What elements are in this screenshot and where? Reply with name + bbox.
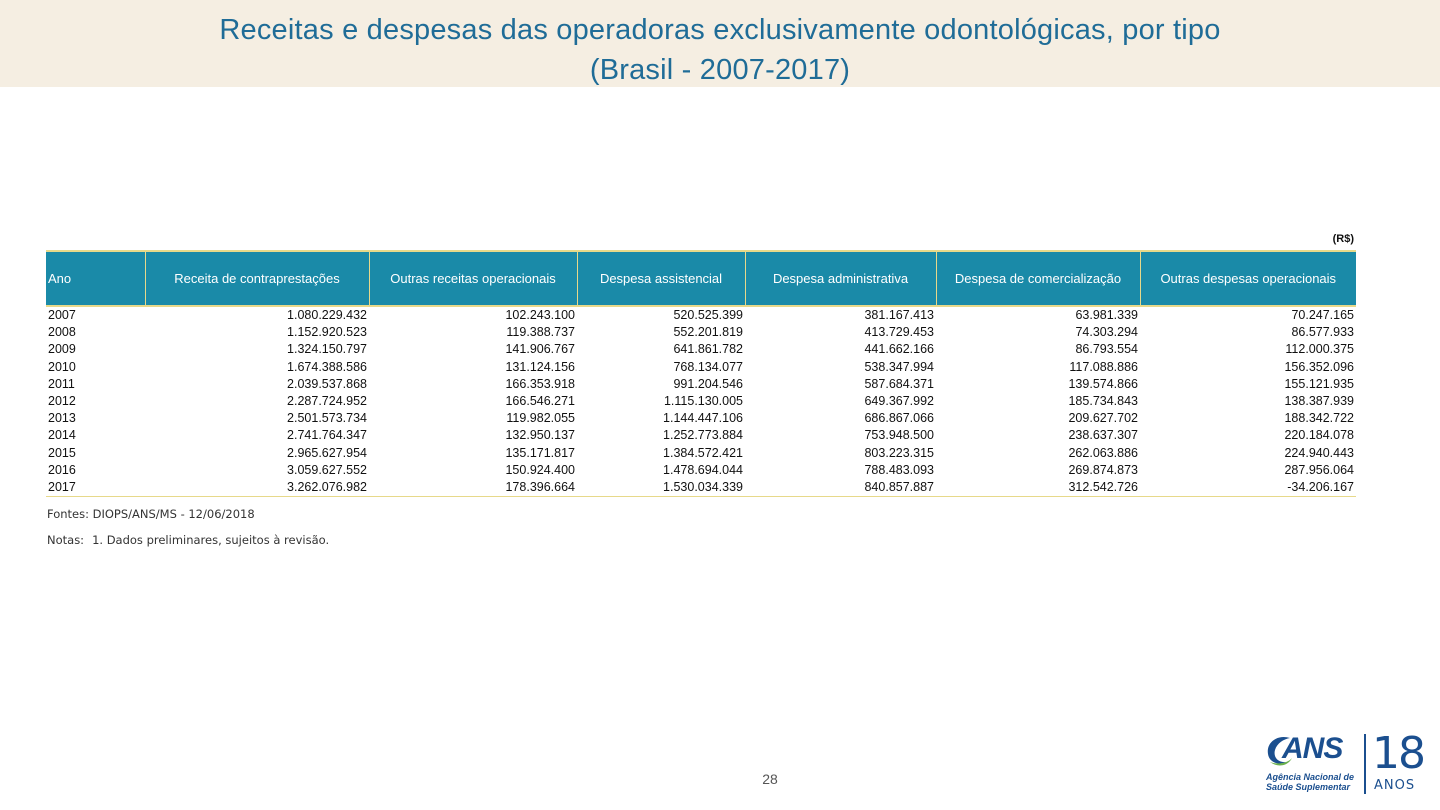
table-cell-value: 102.243.100	[505, 308, 575, 322]
table-cell-value: 538.347.994	[864, 359, 934, 374]
anniversary-number: 18	[1372, 728, 1424, 779]
notes	[47, 533, 329, 547]
table-cell-value: 2.501.573.734	[287, 411, 367, 426]
table-cell-value: 132.950.137	[505, 428, 575, 443]
table-cell-value: 2.741.764.347	[287, 428, 367, 443]
table-row	[46, 341, 1356, 358]
table-cell-value: 2.039.537.868	[287, 376, 367, 391]
unit-label: (R$)	[1332, 233, 1354, 245]
table-cell-value: 119.982.055	[506, 411, 575, 426]
column-header-outras-despesas[interactable]: Outras despesas operacionais	[1140, 251, 1356, 306]
table-cell-value: 1.080.229.432	[287, 308, 367, 322]
logo-divider	[1364, 734, 1366, 794]
table-cell-year: 2007	[48, 308, 76, 322]
source-note: Fontes: DIOPS/ANS/MS - 12/06/2018	[47, 507, 255, 521]
table-cell-value: 649.367.992	[864, 394, 934, 409]
ans-logo	[1264, 730, 1434, 796]
table-row	[46, 393, 1356, 410]
table-row	[46, 462, 1356, 479]
table-cell-value: 1.384.572.421	[663, 445, 743, 460]
table-cell-value: 1.152.920.523	[287, 325, 367, 340]
table-cell-value: 166.353.918	[505, 376, 575, 391]
table-cell-value: 188.342.722	[1284, 411, 1354, 426]
table-cell-value: 86.577.933	[1291, 325, 1354, 340]
data-table	[46, 250, 1356, 497]
table-cell-value: 74.303.294	[1075, 325, 1138, 340]
table-cell-value: 803.223.315	[864, 445, 934, 460]
table-cell-value: 991.204.546	[673, 376, 743, 391]
table-cell-year: 2013	[48, 411, 76, 426]
table-row	[46, 306, 1356, 324]
table-row	[46, 324, 1356, 341]
table-cell-year: 2010	[48, 359, 76, 374]
table-cell-value: 441.662.166	[864, 342, 934, 357]
table-cell-value: 287.956.064	[1284, 462, 1354, 477]
table-row	[46, 376, 1356, 393]
table-cell-value: 1.324.150.797	[287, 342, 367, 357]
table-row	[46, 427, 1356, 444]
table-cell-value: 139.574.866	[1068, 376, 1138, 391]
table-cell-value: 86.793.554	[1075, 342, 1138, 357]
ans-logo-subtitle-line-1: Agência Nacional de	[1266, 772, 1355, 782]
column-header-ano[interactable]: Ano	[46, 251, 145, 306]
table-cell-value: 63.981.339	[1075, 308, 1138, 322]
table-cell-value: 150.924.400	[505, 462, 575, 477]
table-cell-year: 2014	[48, 428, 76, 443]
table-cell-value: 224.940.443	[1284, 445, 1354, 460]
table-cell-value: 552.201.819	[673, 325, 743, 340]
table-cell-value: 1.144.447.106	[663, 411, 743, 426]
table-cell-value: 788.483.093	[864, 462, 934, 477]
table-cell-value: 70.247.165	[1291, 308, 1354, 322]
table-cell-value: 1.252.773.884	[663, 428, 743, 443]
table-cell-value: 156.352.096	[1284, 359, 1354, 374]
table-cell-value: 117.088.886	[1069, 359, 1138, 374]
table-row	[46, 410, 1356, 427]
table-cell-value: 262.063.886	[1068, 445, 1138, 460]
table-cell-value: 220.184.078	[1284, 428, 1354, 443]
table-cell-value: 238.637.307	[1068, 428, 1138, 443]
table-cell-value: 131.124.156	[505, 359, 575, 374]
table-row	[46, 359, 1356, 376]
table-cell-value: 141.906.767	[505, 342, 575, 357]
data-table-container	[46, 250, 1356, 497]
column-header-despesa-comercializacao[interactable]: Despesa de comercialização	[936, 251, 1140, 306]
notes-label: Notas:	[47, 533, 85, 547]
table-cell-value: 3.262.076.982	[145, 479, 369, 497]
table-cell-value: 312.542.726	[936, 479, 1140, 497]
table-cell-value: 768.134.077	[673, 359, 743, 374]
table-cell-value: 135.171.817	[505, 445, 575, 460]
table-cell-year: 2008	[48, 325, 76, 340]
table-cell-value: 155.121.935	[1284, 376, 1354, 391]
table-cell-year: 2011	[48, 376, 75, 391]
table-cell-value: 2.287.724.952	[287, 394, 367, 409]
column-header-outras-receitas[interactable]: Outras receitas operacionais	[369, 251, 577, 306]
ans-logo-text: ANS	[1282, 732, 1343, 765]
table-cell-year: 2016	[48, 462, 76, 477]
ans-logo-subtitle-line-2: Saúde Suplementar	[1266, 782, 1351, 792]
title-line-1: Receitas e despesas das operadoras exclusivamente odontológicas, por tipo	[219, 14, 1221, 46]
table-cell-value: 178.396.664	[369, 479, 577, 497]
table-body	[46, 306, 1356, 497]
table-cell-value: 587.684.371	[864, 376, 934, 391]
table-cell-value: 1.674.388.586	[287, 359, 367, 374]
table-cell-value: 1.478.694.044	[663, 462, 743, 477]
page-title	[0, 10, 1440, 90]
table-header-row	[46, 251, 1356, 306]
table-row	[46, 445, 1356, 462]
table-row	[46, 479, 1356, 497]
ans-logo-subtitle	[1266, 772, 1358, 792]
table-cell-value: 686.867.066	[864, 411, 934, 426]
table-cell-value: 641.861.782	[673, 342, 743, 357]
column-header-despesa-assistencial[interactable]: Despesa assistencial	[577, 251, 745, 306]
table-cell-value: 209.627.702	[1068, 411, 1138, 426]
table-cell-value: 753.948.500	[864, 428, 934, 443]
table-cell-value: 138.387.939	[1284, 394, 1354, 409]
anniversary-word: ANOS	[1374, 778, 1416, 793]
table-cell-value: 166.546.271	[505, 394, 575, 409]
table-cell-year: 2015	[48, 445, 76, 460]
table-cell-year: 2012	[48, 394, 76, 409]
ans-logo-mark	[1264, 730, 1358, 796]
column-header-despesa-administrativa[interactable]: Despesa administrativa	[745, 251, 936, 306]
table-cell-value: 185.734.843	[1068, 394, 1138, 409]
notes-text: 1. Dados preliminares, sujeitos à revisão.	[92, 533, 330, 547]
table-cell-value: 269.874.873	[1068, 462, 1138, 477]
table-cell-value: 381.167.413	[864, 308, 934, 322]
table-cell-value: 840.857.887	[745, 479, 936, 497]
title-line-2: (Brasil - 2007-2017)	[589, 54, 851, 86]
table-cell-value: 3.059.627.552	[287, 462, 367, 477]
table-cell-value: 1.530.034.339	[577, 479, 745, 497]
table-cell-value: 112.000.375	[1285, 342, 1354, 357]
table-cell-value: 2.965.627.954	[287, 445, 367, 460]
page-number: 28	[762, 771, 778, 787]
column-header-receita-contraprestacoes[interactable]: Receita de contraprestações	[145, 251, 369, 306]
table-cell-value: 1.115.130.005	[663, 394, 743, 409]
table-cell-value: -34.206.167	[1140, 479, 1356, 497]
table-cell-value: 119.388.737	[506, 325, 575, 340]
table-cell-value: 413.729.453	[864, 325, 934, 340]
table-cell-value: 520.525.399	[673, 308, 743, 322]
table-cell-year: 2009	[48, 342, 76, 357]
table-cell-year: 2017	[46, 479, 145, 497]
